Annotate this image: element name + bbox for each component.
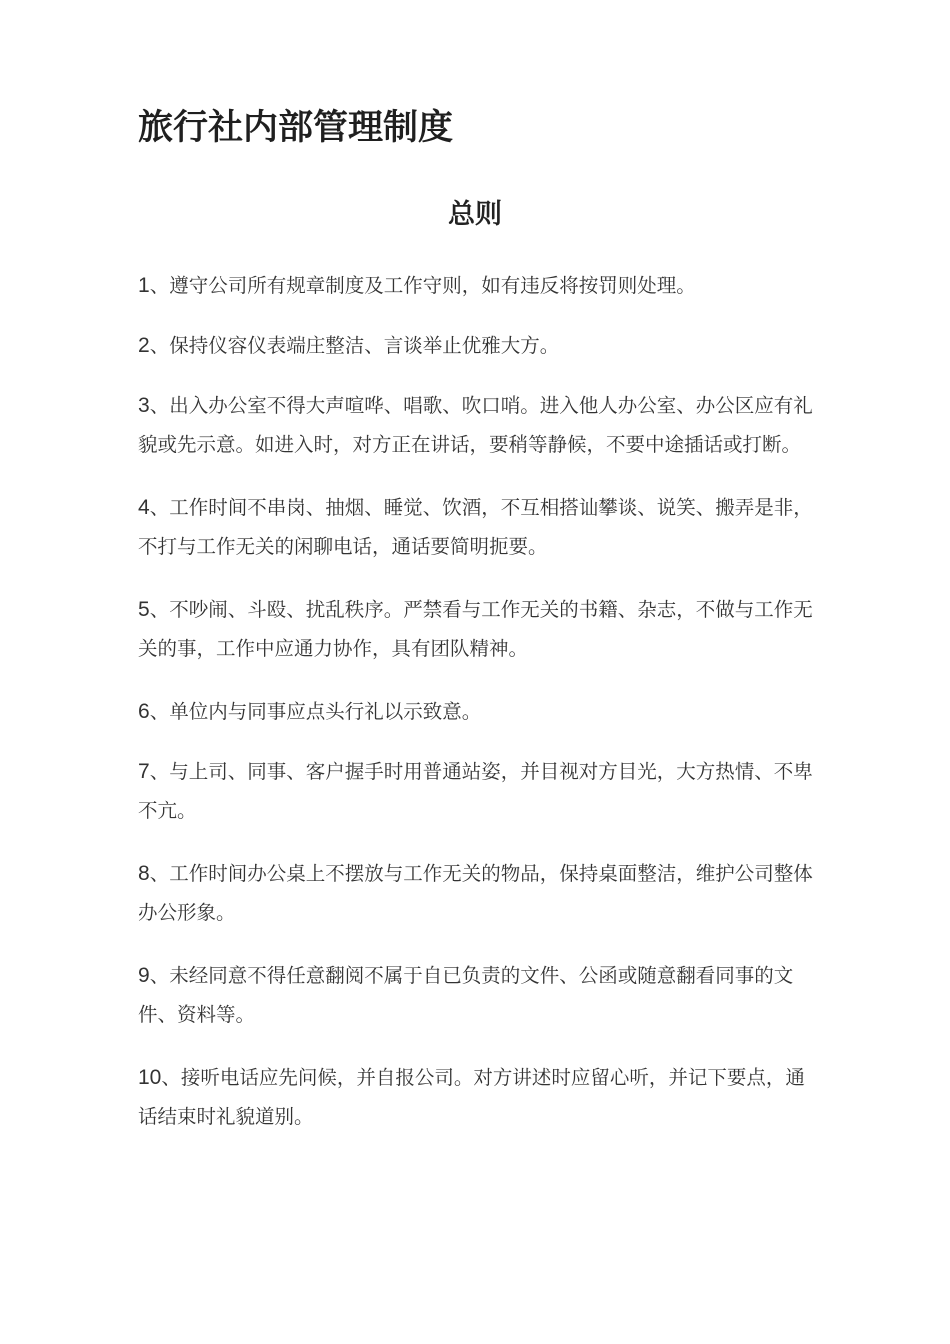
rule-separator: 、 [149,700,170,723]
rule-item-5 [138,590,818,668]
rule-text: 保持仪容仪表端庄整洁、言谈举止优雅大方。 [169,334,560,357]
rule-number: 9 [138,964,150,987]
rule-number: 10 [138,1066,162,1089]
rule-separator: 、 [149,760,170,783]
rule-item-3 [138,386,813,464]
document-title: 旅行社内部管理制度 [138,108,454,148]
rule-separator: 、 [149,598,170,621]
rule-text: 单位内与同事应点头行礼以示致意。 [169,700,482,723]
rule-text: 未经同意不得任意翻阅不属于自已负责的文件、公函或随意翻看同事的文件、资料等。 [138,964,794,1026]
rule-separator: 、 [149,334,170,357]
rule-item-8 [138,854,818,932]
rules-list [138,266,828,1136]
rule-separator: 、 [149,394,170,417]
rule-item-1 [138,266,778,305]
rule-item-7 [138,752,828,830]
rule-separator: 、 [149,274,170,297]
rule-text: 工作时间办公桌上不摆放与工作无关的物品，保持桌面整洁，维护公司整体办公形象。 [138,862,813,924]
rule-item-10 [138,1058,808,1136]
rule-text: 与上司、同事、客户握手时用普通站姿，并目视对方目光，大方热情、不卑不亢。 [138,760,813,822]
rule-number: 8 [138,862,150,885]
section-title: 总则 [448,199,502,230]
rule-number: 5 [138,598,150,621]
rule-item-2 [138,326,828,365]
rule-number: 1 [138,274,150,297]
rule-text: 遵守公司所有规章制度及工作守则，如有违反将按罚则处理。 [169,274,696,297]
rule-item-6 [138,692,828,731]
rule-separator: 、 [149,862,170,885]
rule-number: 7 [138,760,150,783]
rule-text: 工作时间不串岗、抽烟、睡觉、饮酒，不互相搭讪攀谈、说笑、搬弄是非，不打与工作无关的闲聊电话，通话要简明扼要。 [138,496,813,558]
rule-item-9 [138,956,818,1034]
rule-text: 出入办公室不得大声喧哗、唱歌、吹口哨。进入他人办公室、办公区应有礼貌或先示意。如进入时，对方正在讲话，要稍等静候，不要中途插话或打断。 [138,394,813,456]
rule-separator: 、 [149,496,170,519]
rule-text: 不吵闹、斗殴、扰乱秩序。严禁看与工作无关的书籍、杂志，不做与工作无关的事，工作中应通力协作，具有团队精神。 [138,598,813,660]
rule-text: 接听电话应先问候，并自报公司。对方讲述时应留心听，并记下要点，通话结束时礼貌道别。 [138,1066,805,1128]
rule-separator: 、 [161,1066,181,1089]
rule-separator: 、 [149,964,170,987]
rule-item-4 [138,488,818,566]
rule-number: 3 [138,394,150,417]
rule-number: 4 [138,496,150,519]
rule-number: 2 [138,334,150,357]
rule-number: 6 [138,700,150,723]
